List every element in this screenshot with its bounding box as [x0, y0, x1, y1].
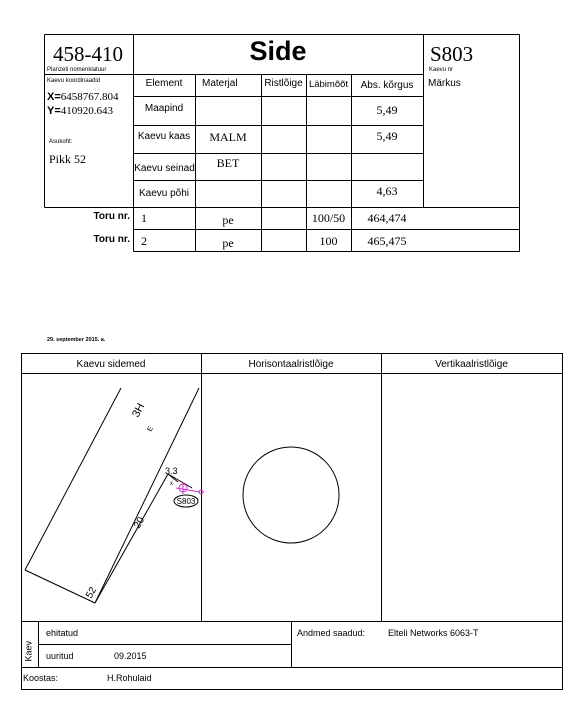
pipe-label: Toru nr. [93, 234, 130, 245]
dimension-20: 20 [132, 515, 148, 531]
nomenclature-caption: Planzeti nomenklatuur [47, 67, 107, 73]
row-materjal: MALM [209, 130, 247, 144]
building-edge [25, 570, 95, 603]
horizontal-section [201, 374, 381, 621]
col-header-ristloige: Ristlõige [264, 78, 303, 89]
row-element: Maapind [144, 103, 184, 114]
tie-line-20 [95, 474, 168, 603]
street-sub-label: E [146, 425, 155, 433]
panel-title-vertikaal: Vertikaalristlõige [435, 359, 508, 370]
col-header-korgus: Abs. kõrgus [360, 80, 414, 91]
dimension-33: 3.3 [165, 466, 178, 476]
row-element: Kaevu kaas [137, 131, 191, 142]
coord-x [47, 91, 119, 103]
pipe-label: Toru nr. [93, 211, 130, 222]
building-edge [25, 388, 121, 570]
document-date: 29. september 2015. a. [47, 337, 106, 343]
well-number-caption: Kaevu nr [429, 67, 454, 73]
footer-uuritud: uuritud [46, 651, 74, 661]
col-header-materjal: Materjal [202, 78, 238, 89]
well-tag-label: S803 [176, 497, 196, 506]
pipe-korgus: 464,474 [367, 211, 407, 225]
coord-y [47, 105, 113, 117]
dimension-52: 52 [84, 585, 100, 601]
page-title: Side [249, 36, 307, 66]
footer-ehitatud: ehitatud [46, 628, 79, 638]
coords-caption: Kaevu koordinaadid [47, 78, 101, 84]
col-header-element: Element [145, 78, 183, 89]
nomenclature-number: 458-410 [53, 42, 123, 66]
footer-data-from-value: Elteli Networks 6063-T [388, 628, 479, 638]
footer-author-label: Koostas: [23, 673, 59, 683]
location-caption: Asukoht: [49, 139, 73, 145]
pipe-labimoot: 100 [319, 234, 338, 248]
col-header-markus: Märkus [428, 78, 461, 89]
panel-title-horisontaal: Horisontaalristlõige [248, 359, 334, 370]
well-circle [243, 447, 339, 543]
panel-title-sidemed: Kaevu sidemed [76, 359, 146, 370]
row-korgus: 5,49 [376, 129, 398, 143]
coord-x-label: X= [47, 91, 61, 103]
coord-x-value: 6458767.804 [60, 91, 119, 103]
col-header-labimoot: Läbimõõt [308, 79, 349, 90]
pipe-korgus: 465,475 [367, 234, 407, 248]
footer-author-name: H.Rohulaid [107, 673, 152, 683]
row-materjal: BET [216, 156, 240, 170]
coord-y-value: 410920.643 [60, 105, 114, 117]
coord-y-label: Y= [47, 105, 61, 117]
footer-data-from-label: Andmed saadud: [297, 628, 366, 638]
street-label: 3H [130, 401, 148, 420]
well-marker [176, 482, 203, 494]
row-korgus: 5,49 [376, 103, 398, 117]
row-element: Kaevu seinad [134, 163, 195, 174]
well-ties-sketch [0, 370, 210, 620]
row-element: Kaevu põhi [138, 188, 190, 199]
location-value: Pikk 52 [49, 152, 87, 166]
footer-uuritud-date: 09.2015 [114, 651, 147, 661]
pipe-materjal: pe [222, 236, 234, 250]
footer-side-label: Kaev [23, 640, 34, 662]
small-mark: x [170, 481, 173, 487]
pipe-materjal: pe [222, 213, 234, 227]
well-number: S803 [430, 42, 474, 66]
pipe-nr: 1 [141, 211, 147, 225]
pipe-nr: 2 [141, 234, 147, 248]
row-korgus: 4,63 [376, 184, 398, 198]
pipe-labimoot: 100/50 [311, 211, 346, 225]
